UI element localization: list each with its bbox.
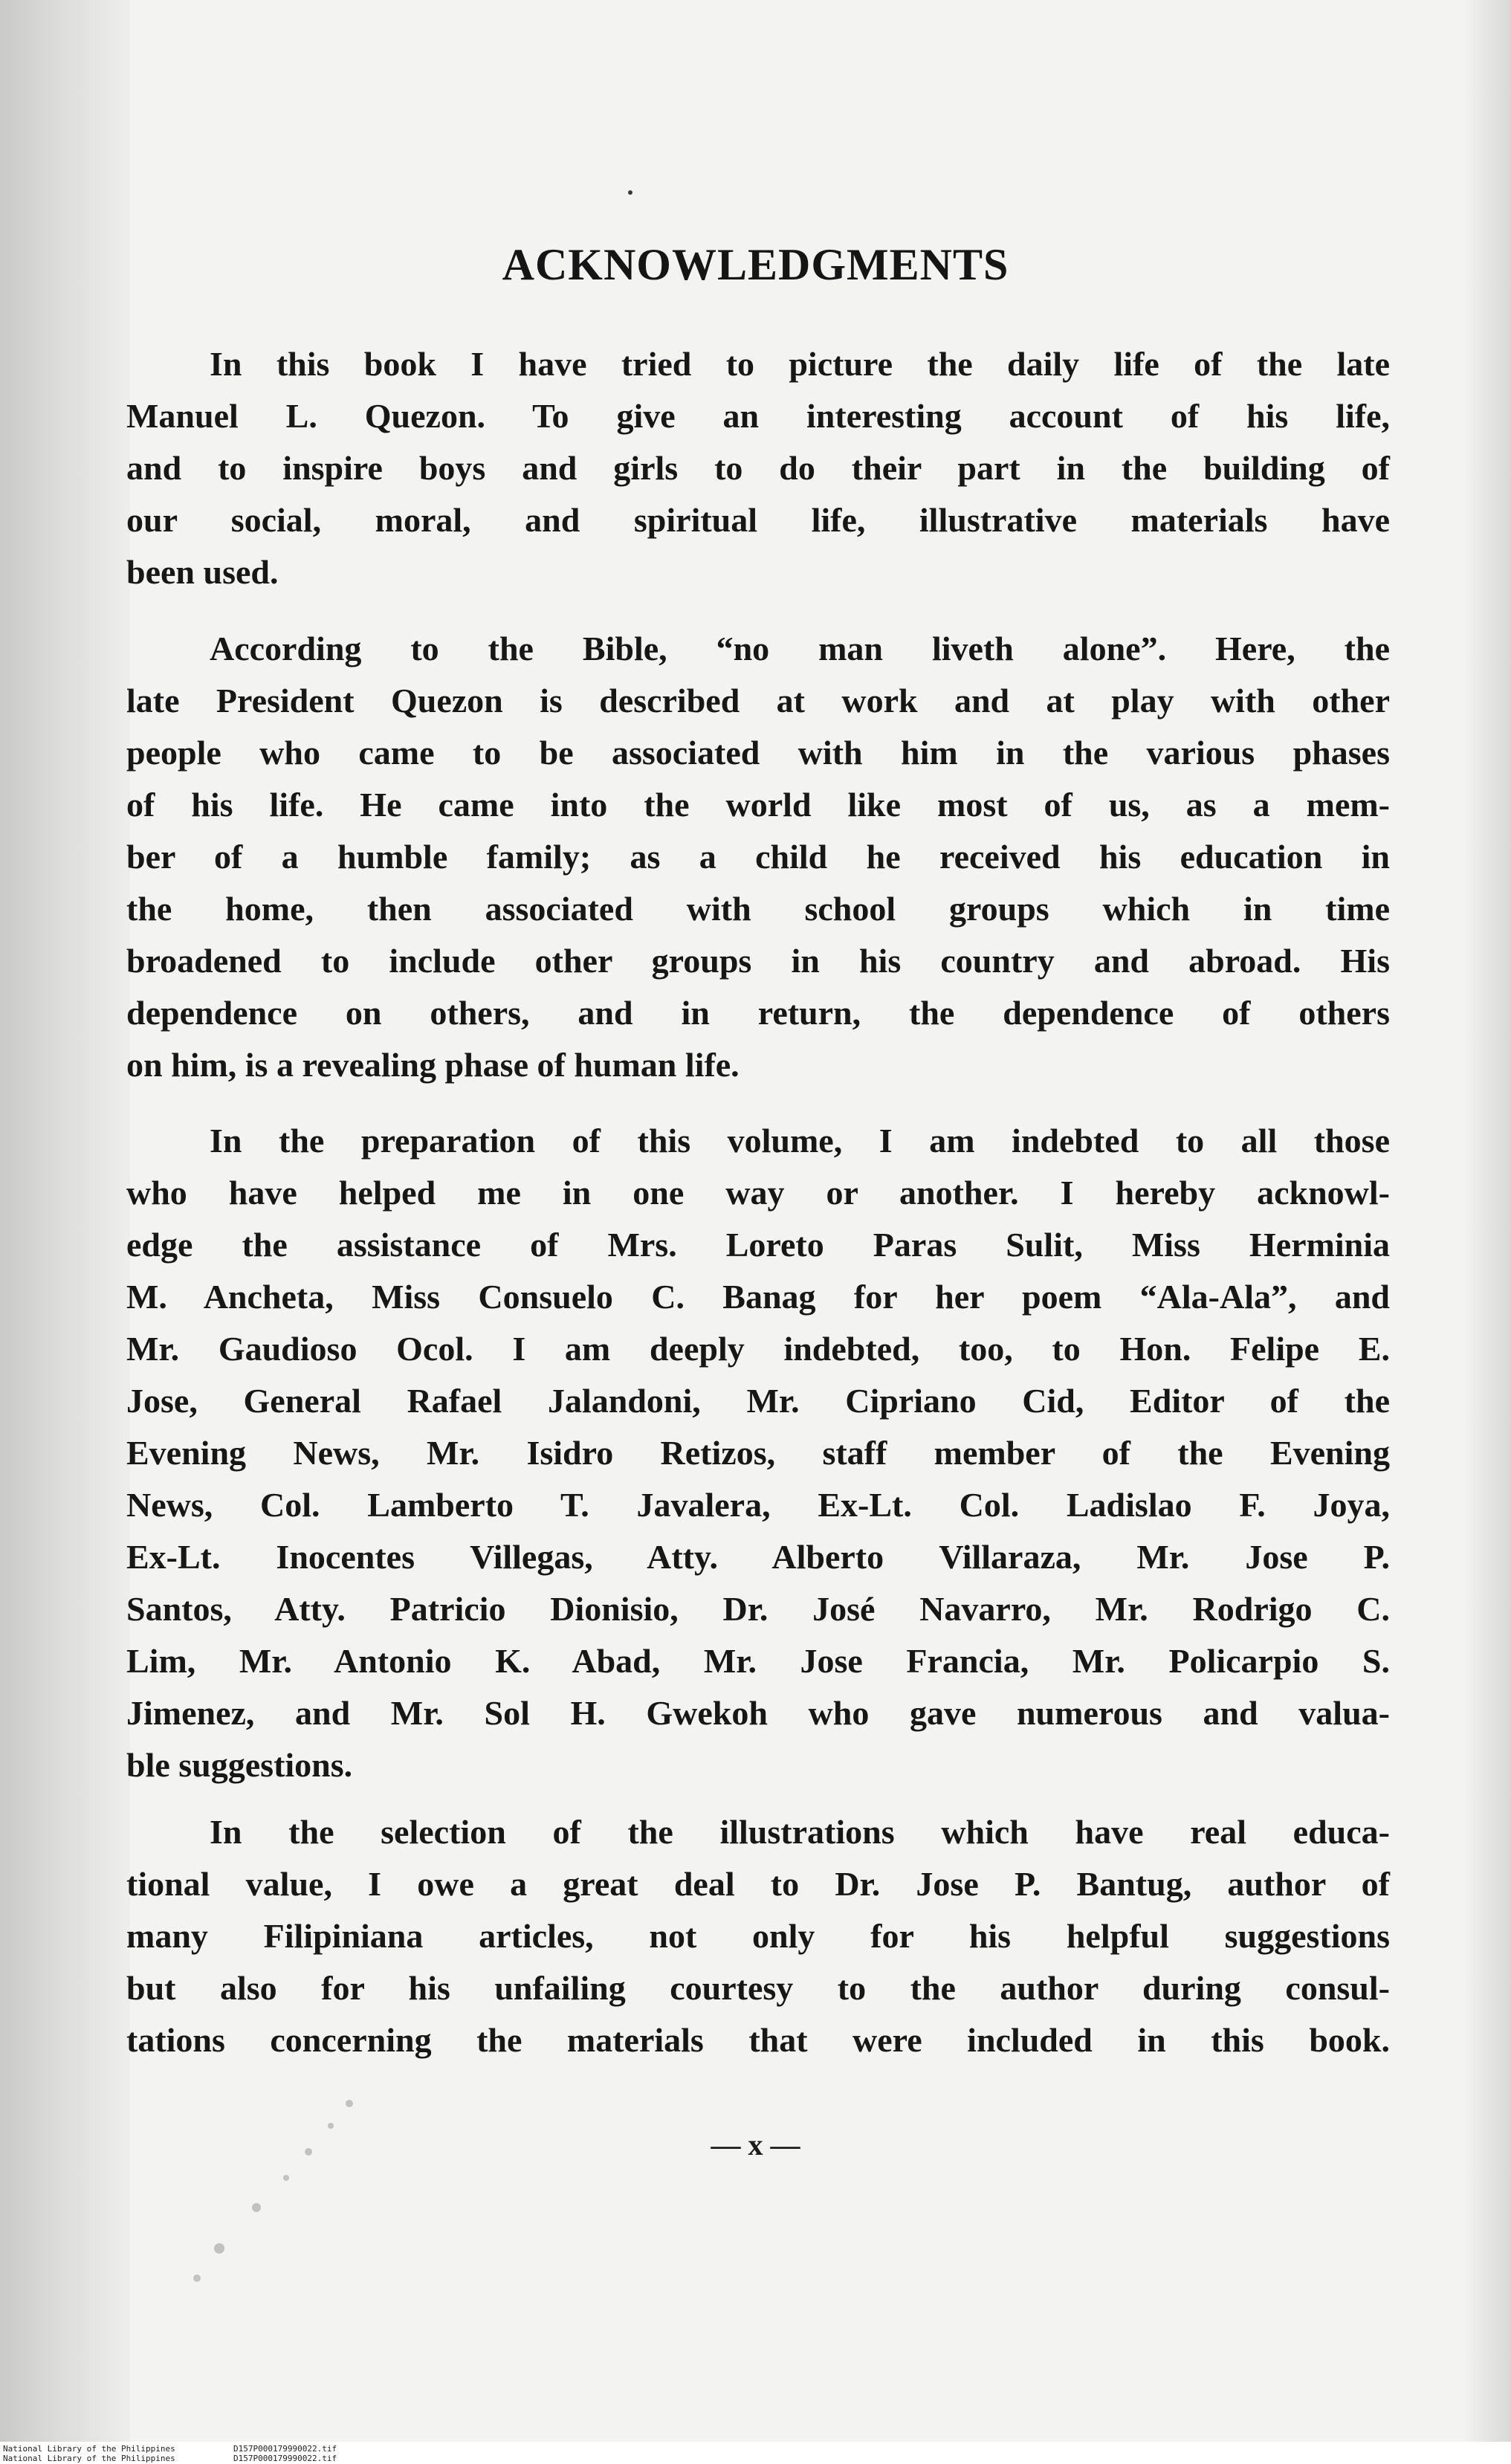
text-line: Manuel L. Quezon. To give an interesting account of his life, [126, 397, 1390, 435]
faded-stamp-mark [167, 2081, 390, 2319]
text-line: Santos, Atty. Patricio Dionisio, Dr. José Navarro, Mr. Rodrigo C. [126, 1590, 1390, 1628]
text-line: who have helped me in one way or another. I hereby acknowl- [126, 1174, 1390, 1212]
text-line: tional value, I owe a great deal to Dr. Jose P. Bantug, author of [126, 1865, 1390, 1903]
text-line: According to the Bible, “no man liveth alone”. Here, the [210, 630, 1390, 667]
footer-library: National Library of the Philippines [3, 2454, 175, 2463]
text-line: broadened to include other groups in his country and abroad. His [126, 942, 1390, 980]
text-line: Jimenez, and Mr. Sol H. Gwekoh who gave numerous and valua- [126, 1694, 1390, 1732]
text-line: Evening News, Mr. Isidro Retizos, staff member of the Evening [126, 1434, 1390, 1472]
text-line: of his life. He came into the world like most of us, as a mem- [126, 786, 1390, 824]
edge-shadow [1466, 0, 1511, 2464]
text-line: but also for his unfailing courtesy to the author during consul- [126, 1969, 1390, 2007]
scan-footer [0, 2442, 1511, 2464]
text-line: In this book I have tried to picture the daily life of the late [210, 345, 1390, 383]
paragraph-3 [126, 1115, 1390, 1791]
page-title: ACKNOWLEDGMENTS [502, 240, 1009, 289]
text-line: News, Col. Lamberto T. Javalera, Ex-Lt. Col. Ladislao F. Joya, [126, 1486, 1390, 1524]
footer-library: National Library of the Philippines [3, 2444, 175, 2454]
text-line: ble suggestions. [126, 1746, 353, 1784]
footer-file: D157P000179990022.tif [233, 2444, 337, 2454]
binding-shadow [0, 0, 130, 2464]
text-line: M. Ancheta, Miss Consuelo C. Banag for her poem “Ala-Ala”, and [126, 1278, 1390, 1316]
text-line: In the selection of the illustrations which have real educa- [210, 1813, 1390, 1851]
footer-row [3, 2454, 337, 2463]
text-line: edge the assistance of Mrs. Loreto Paras Sulit, Miss Herminia [126, 1226, 1390, 1264]
page-number: — x — [711, 2128, 800, 2161]
paragraph-2 [126, 623, 1390, 1091]
text-line: and to inspire boys and girls to do their part in the building of [126, 449, 1390, 487]
text-line: late President Quezon is described at work and at play with other [126, 682, 1390, 720]
text-line: Ex-Lt. Inocentes Villegas, Atty. Alberto Villaraza, Mr. Jose P. [126, 1538, 1390, 1576]
text-line: the home, then associated with school groups which in time [126, 890, 1390, 928]
text-line: dependence on others, and in return, the dependence of others [126, 994, 1390, 1032]
footer-row [3, 2444, 337, 2454]
text-line: Lim, Mr. Antonio K. Abad, Mr. Jose Francia, Mr. Policarpio S. [126, 1642, 1390, 1680]
speck-mark [628, 190, 632, 195]
text-line: In the preparation of this volume, I am indebted to all those [210, 1122, 1390, 1160]
text-line: many Filipiniana articles, not only for his helpful suggestions [126, 1917, 1390, 1955]
text-line: our social, moral, and spiritual life, illustrative materials have [126, 501, 1390, 539]
text-line: ber of a humble family; as a child he received his education in [126, 838, 1390, 876]
text-line: Jose, General Rafael Jalandoni, Mr. Cipriano Cid, Editor of the [126, 1382, 1390, 1420]
text-line: tations concerning the materials that were included in this book. [126, 2021, 1390, 2059]
text-line: been used. [126, 553, 279, 591]
text-line: Mr. Gaudioso Ocol. I am deeply indebted, too, to Hon. Felipe E. [126, 1330, 1390, 1368]
paragraph-4 [126, 1806, 1390, 2066]
footer-file: D157P000179990022.tif [233, 2454, 337, 2463]
text-line: people who came to be associated with him in the various phases [126, 734, 1390, 772]
paragraph-1 [126, 338, 1390, 598]
text-line: on him, is a revealing phase of human life. [126, 1046, 740, 1084]
